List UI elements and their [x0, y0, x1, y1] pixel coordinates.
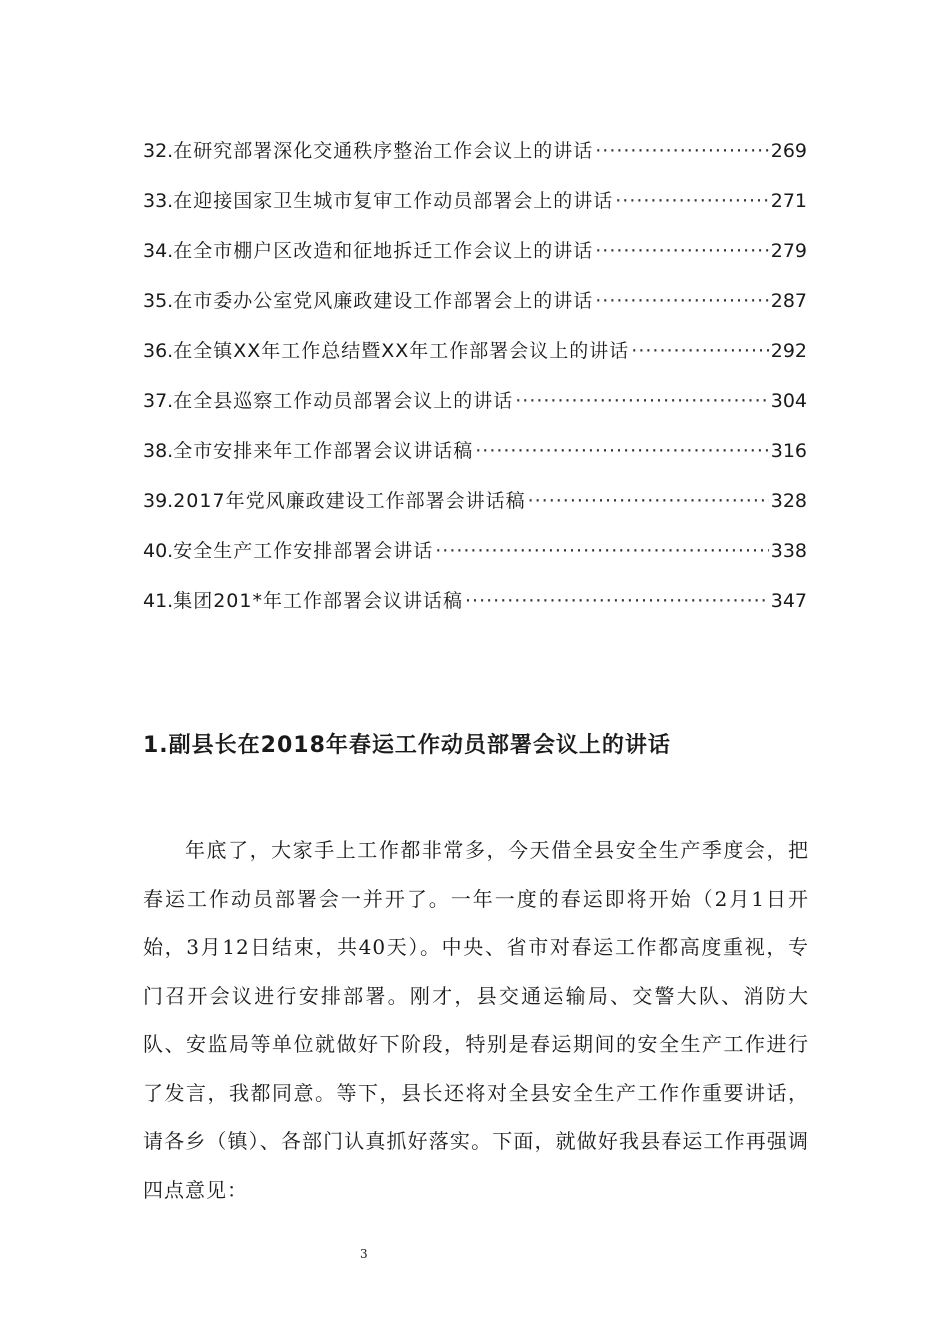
toc-entry-page: 269 [770, 140, 807, 162]
toc-dot-leader [615, 183, 769, 219]
toc-entry[interactable] [143, 183, 807, 233]
toc-entry[interactable] [143, 433, 807, 483]
toc-entry-page: 316 [770, 440, 807, 462]
toc-dot-leader [435, 533, 769, 569]
toc-entry-title: 在全镇XX年工作总结暨XX年工作部署会议上的讲话 [173, 340, 630, 362]
toc-entry-title: 安全生产工作安排部署会讲话 [173, 540, 434, 562]
toc-entry-page: 279 [770, 240, 807, 262]
toc-entry-number: 37. [143, 390, 174, 412]
toc-entry-number: 41. [143, 590, 174, 612]
toc-dot-leader [465, 583, 769, 619]
toc-entry-title: 在迎接国家卫生城市复审工作动员部署会上的讲话 [173, 190, 614, 212]
toc-entry[interactable] [143, 483, 807, 533]
toc-dot-leader [528, 483, 769, 519]
body-paragraph: 年底了，大家手上工作都非常多，今天借全县安全生产季度会，把春运工作动员部署会一并开了。一年一度的春运即将开始（2月1日开始，3月12日结束，共40天）。中央、省市对春运工作都高度重视，专门召开会议进行安排部署。刚才，县交通运输局、交警大队、消防大队、安监局等单位就做好下阶段，特别是春运期间的安全生产工作进行了发言，我都同意。等下，县长还将对全县安全生产工作作重要讲话，请各乡（镇）、各部门认真抓好落实。下面，就做好我县春运工作再强调四点意见： [143, 838, 809, 1202]
toc-entry-title: 在市委办公室党风廉政建设工作部署会上的讲话 [173, 290, 594, 312]
toc-entry-page: 328 [770, 490, 807, 512]
toc-dot-leader [595, 133, 769, 169]
toc-dot-leader [595, 283, 769, 319]
toc-entry[interactable] [143, 333, 807, 383]
toc-entry-page: 304 [770, 390, 807, 412]
toc-entry-number: 38. [143, 440, 174, 462]
toc-entry-number: 39. [143, 490, 174, 512]
toc-entry-title: 2017年党风廉政建设工作部署会讲话稿 [173, 490, 526, 512]
table-of-contents [143, 133, 807, 633]
page-number: 3 [360, 1247, 368, 1261]
toc-entry-title: 全市安排来年工作部署会议讲话稿 [173, 440, 474, 462]
toc-entry[interactable] [143, 233, 807, 283]
toc-entry-number: 33. [143, 190, 174, 212]
toc-entry-number: 32. [143, 140, 174, 162]
toc-entry-page: 271 [770, 190, 807, 212]
toc-entry[interactable] [143, 383, 807, 433]
toc-entry-page: 338 [770, 540, 807, 562]
section-heading: 1.副县长在2018年春运工作动员部署会议上的讲话 [143, 733, 671, 758]
toc-entry[interactable] [143, 133, 807, 183]
toc-entry[interactable] [143, 283, 807, 333]
toc-entry-page: 347 [770, 590, 807, 612]
toc-dot-leader [595, 233, 769, 269]
toc-dot-leader [475, 433, 769, 469]
toc-dot-leader [631, 333, 768, 369]
toc-entry-number: 34. [143, 240, 174, 262]
toc-entry-page: 292 [770, 340, 807, 362]
toc-dot-leader [515, 383, 769, 419]
toc-entry[interactable] [143, 533, 807, 583]
toc-entry-number: 40. [143, 540, 174, 562]
toc-entry-title: 在全市棚户区改造和征地拆迁工作会议上的讲话 [173, 240, 594, 262]
toc-entry-title: 在全县巡察工作动员部署会议上的讲话 [173, 390, 514, 412]
toc-entry-number: 35. [143, 290, 174, 312]
toc-entry-title: 集团201*年工作部署会议讲话稿 [173, 590, 463, 612]
toc-entry-number: 36. [143, 340, 174, 362]
toc-entry-title: 在研究部署深化交通秩序整治工作会议上的讲话 [173, 140, 594, 162]
toc-entry-page: 287 [770, 290, 807, 312]
toc-entry[interactable] [143, 583, 807, 633]
